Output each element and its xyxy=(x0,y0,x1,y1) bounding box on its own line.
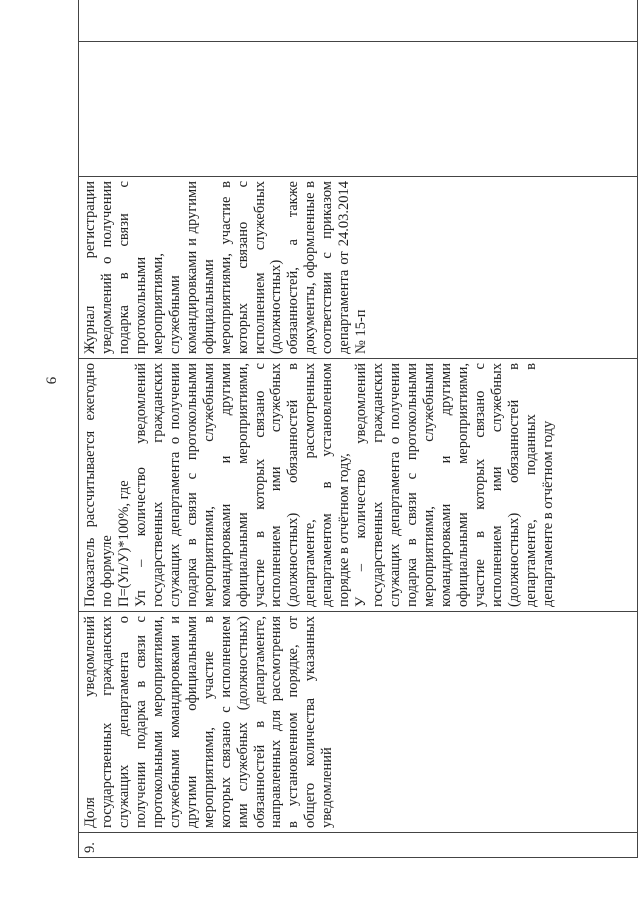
page-number: 9 xyxy=(42,376,59,385)
indicator-name-cell: Доля уведомлений государственных гражданских служащих департамента о получении подарка в связи с протокольными мероприятиями, служебными командировками и другими официальными мероприятиями, участие в которых связано с исполнением ими служебных (должностных) обязанностей в департаменте, направленных для рассмотрения в установленном порядке, от общего количества указанных уведомлений xyxy=(79,612,638,833)
calculation-cell xyxy=(79,359,638,612)
source-cell: Журнал регистрации уведомлений о получении подарка в связи с протокольными мероприятиями, служебными командировками и другими официальными мероприятиями, участие в которых связано с исполнением служебных (должностных) обязанностей, а также документы, оформленные в соответствии с приказом департамента от 24.03.2014 № 15-п xyxy=(79,177,638,359)
calculation-formula: П=(Уп/У)*100%, где xyxy=(115,480,132,607)
definition-u: У – количество уведомлений государственных гражданских служащих департамента о получении подарка в связи с протокольными мероприятиями, служебными командировками и другими официальными мероприятиями, участие в которых связано с исполнением ими служебных (должностных) обязанностей в департаменте, поданных в департаменте в отчётном году xyxy=(353,363,556,607)
indicator-table xyxy=(78,38,638,858)
row-number-cell: 9. xyxy=(79,833,638,858)
table-row xyxy=(79,0,638,858)
empty-cell-5 xyxy=(79,42,638,177)
empty-cell-6 xyxy=(79,0,638,42)
definition-un: Уп – количество уведомлений государственных гражданских служащих департамента о получении подарка в связи с протокольными мероприятиями, служебными командировками и другими официальными мероприятиями, участие в которых связано с исполнением ими служебных (должностных) обязанностей в департаменте, рассмотренных департаментом в установленном порядке в отчётном году, xyxy=(132,363,353,607)
calculation-intro: Показатель рассчитывается ежегодно по формуле xyxy=(82,363,115,607)
